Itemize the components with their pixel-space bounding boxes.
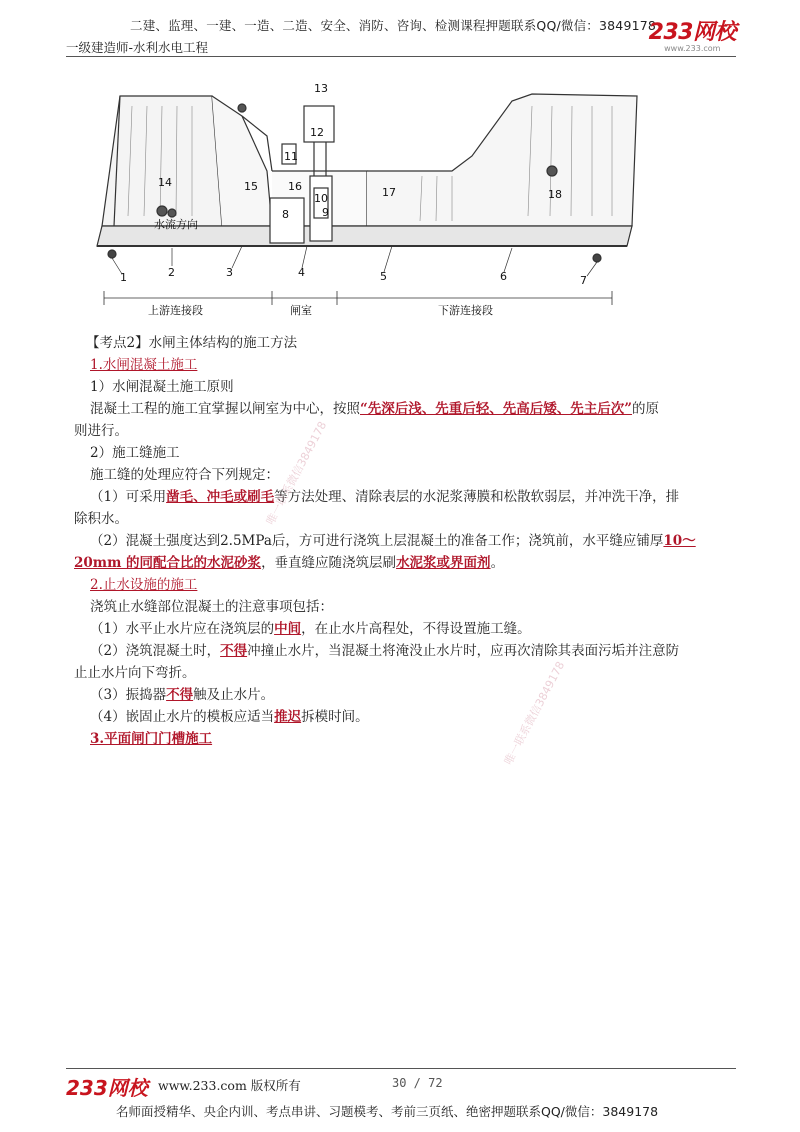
diagram-number: 2 [168, 266, 175, 279]
diagram-number: 12 [310, 126, 324, 139]
diagram-number: 17 [382, 186, 396, 199]
highlight-text: 中间 [274, 621, 302, 637]
paragraph-continuation: 则进行。 [74, 423, 128, 439]
diagram-number: 10 [314, 192, 328, 205]
diagram-number: 1 [120, 271, 127, 284]
paragraph-continuation: 止止水片向下弯折。 [74, 665, 196, 681]
paragraph-continuation: 20mm 的同配合比的水泥砂浆，垂直缝应随浇筑层刷水泥浆或界面剂。 [74, 555, 505, 571]
downstream-label: 下游连接段 [438, 304, 493, 317]
highlight-text: “先深后浅、先重后轻、先高后矮、先主后次” [360, 401, 633, 417]
section-1-title: 1.水闸混凝土施工 [90, 357, 198, 373]
upstream-label: 上游连接段 [148, 304, 203, 317]
main-content [74, 332, 730, 750]
paragraph: （4）嵌固止水片的模板应适当推迟拆模时间。 [90, 709, 369, 725]
subsection-1-1: 1）水闸混凝土施工原则 [90, 379, 234, 395]
paragraph: （3）振捣器不得触及止水片。 [90, 687, 275, 703]
paragraph-continuation: 除积水。 [74, 511, 128, 527]
paragraph: （1）水平止水片应在浇筑层的中间，在止水片高程处，不得设置施工缝。 [90, 621, 531, 637]
diagram-number: 15 [244, 180, 258, 193]
diagram-number: 5 [380, 270, 387, 283]
diagram-number: 11 [284, 150, 298, 163]
chamber-label: 闸室 [290, 304, 312, 317]
highlight-text: 10～ [663, 533, 696, 549]
page-number: 30 / 72 [392, 1076, 443, 1090]
diagram-number: 7 [580, 274, 587, 287]
diagram-number: 8 [282, 208, 289, 221]
section-2-title: 2.止水设施的施工 [90, 577, 198, 593]
footer-divider [66, 1068, 736, 1069]
diagram-number: 9 [322, 206, 329, 219]
highlight-text: 推迟 [274, 709, 302, 725]
section-heading: 【考点2】水闸主体结构的施工方法 [86, 335, 298, 351]
paragraph: （2）浇筑混凝土时，不得冲撞止水片，当混凝土将淹没止水片时，应再次清除其表面污垢并注意防 [90, 643, 680, 659]
header-subtitle: 一级建造师-水利水电工程 [66, 40, 209, 55]
logo-text: 233网校 [648, 20, 736, 45]
highlight-text: 20mm 的同配合比的水泥砂浆 [74, 555, 262, 571]
paragraph: 浇筑止水缝部位混凝土的注意事项包括： [90, 599, 333, 615]
logo-url: www.233.com [664, 44, 721, 53]
footer-site: www.233.com 版权所有 [158, 1078, 301, 1093]
footer-logo: 233网校 [66, 1076, 148, 1100]
section-3-title: 3.平面闸门门槽施工 [90, 731, 213, 747]
diagram-number: 4 [298, 266, 305, 279]
diagram-number: 18 [548, 188, 562, 201]
watermark: 唯一联系微信3849178 [263, 419, 330, 528]
paragraph: 施工缝的处理应符合下列规定： [90, 467, 279, 483]
diagram-number: 6 [500, 270, 507, 283]
highlight-text: 凿毛、冲毛或刷毛 [166, 489, 275, 505]
header-top-line: 二建、监理、一建、一造、二造、安全、消防、咨询、检测课程押题联系QQ/微信：3849178 [130, 18, 657, 33]
footer-bottom-line: 名师面授精华、央企内训、考点串讲、习题模考、考前三页纸、绝密押题联系QQ/微信：3849178 [116, 1104, 659, 1119]
paragraph: （2）混凝土强度达到2.5MPa后，方可进行浇筑上层混凝土的准备工作；浇筑前，水平缝应铺厚10～ [90, 533, 696, 549]
diagram-number: 16 [288, 180, 302, 193]
subsection-1-2: 2）施工缝施工 [90, 445, 180, 461]
highlight-text: 不得 [220, 643, 248, 659]
diagram-number: 14 [158, 176, 172, 189]
diagram-number: 3 [226, 266, 233, 279]
header-logo [649, 22, 736, 53]
watermark: 唯一联系微信3849178 [501, 659, 568, 768]
flow-direction-label: 水流方向 [154, 218, 198, 231]
header-divider [66, 56, 736, 57]
highlight-text: 水泥浆或界面剂 [396, 555, 491, 571]
paragraph: 混凝土工程的施工宜掌握以闸室为中心，按照“先深后浅、先重后轻、先高后矮、先主后次”的原 [90, 401, 660, 417]
highlight-text: 不得 [166, 687, 194, 703]
sluice-diagram [92, 76, 682, 318]
diagram-number: 13 [314, 82, 328, 95]
paragraph: （1）可采用凿毛、冲毛或刷毛等方法处理、清除表层的水泥浆薄膜和松散软弱层，并冲洗干净，排 [90, 489, 680, 505]
